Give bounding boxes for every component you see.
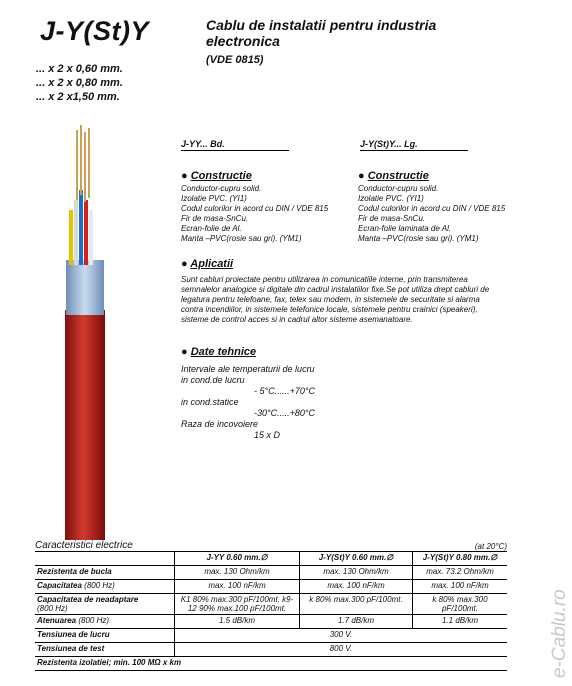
construction-item: Conductor-cupru solid. [358, 184, 439, 193]
size-item: ... x 2 x 0,60 mm. [36, 63, 123, 75]
construction-item: Codul culorilor in acord cu DIN / VDE 815 [181, 204, 329, 213]
applications-text: Sunt cabluri proiectate pentru utilizarea in comunicatiile interne, prin transmiterea semnalelor analogice si digitale din cadrul instalatiilor fixe.Se pot utiliza drept cabluri de legatura pentru telefoane, fax, telex sau modem, in sistemele de securitate si alarma contra incendiilor, in sistemele telefonice locale, sistemele pentru crainici (speakeri), sisteme de control acces si in cadrul altor sisteme asemanatoare. [181, 275, 490, 324]
construction-left-list [181, 184, 328, 244]
page-title: J-Y(St)Y [40, 16, 150, 46]
table-header-row: J-YY 0.60 mm.∅ J-Y(St)Y 0.60 mm.∅ J-Y(St)Y 0.80 mm.∅ [35, 552, 507, 566]
table-row: Tensiunea de lucru 300 V. [35, 629, 507, 643]
table-row: Tensiunea de test 800 V. [35, 643, 507, 657]
construction-item: Codul culorilor in acord cu DIN / VDE 815 [358, 204, 506, 213]
construction-heading: ● Constructie [181, 170, 252, 182]
construction-item: Ecran-folie de Al. [181, 224, 242, 233]
table-row: Capacitatea de neadaptare (800 Hz) K1 80% max.300 pF/100mt. k9-12 90% max.100 pF/100mt. k 80% max.300 pF/100mt. k 80% max.300 pF/100mt. [35, 594, 507, 615]
applications-heading: ● Aplicatii [181, 258, 234, 270]
svg-text:e-Cablu.ro: e-Cablu.ro [549, 589, 570, 678]
construction-right-list [358, 184, 505, 244]
construction-item: Ecran-folie laminata de Al. [358, 224, 452, 233]
construction-item: Izolatie PVC. (YI1) [181, 194, 247, 203]
table-row: Rezistenta de bucla max. 130 Ohm/km max. 130 Ohm/km max. 73.2 Ohm/km [35, 566, 507, 580]
construction-heading-right: ● Constructie [358, 170, 429, 182]
construction-item: Fir de masa-SnCu. [358, 214, 426, 223]
size-item: ... x 2 x1,50 mm. [36, 91, 120, 103]
standard-label: (VDE 0815) [206, 54, 264, 66]
table-row: Capacitatea (800 Hz) max. 100 nF/km max. 100 nF/km max. 100 nF/km [35, 580, 507, 594]
construction-item: Manta –PVC(rosie sau gri). (YM1) [358, 234, 479, 243]
electrical-table [35, 552, 507, 671]
table-title: Caracteristici electrice [35, 540, 133, 551]
technical-heading: ● Date tehnice [181, 346, 257, 358]
column-header-right: J-Y(St)Y... Lg. [360, 139, 468, 151]
table-row: Atenuarea (800 Hz) 1.5 dB/km 1.7 dB/km 1.1 dB/km [35, 615, 507, 629]
column-header-left: J-YY... Bd. [181, 139, 289, 151]
table-temp-note: (at 20°C) [474, 542, 507, 551]
construction-item: Conductor-cupru solid. [181, 184, 262, 193]
size-list [36, 62, 123, 104]
construction-item: Fir de masa-SnCu. [181, 214, 249, 223]
table-title-bar [35, 540, 507, 552]
construction-item: Manta –PVC(rosie sau gri). (YM1) [181, 234, 302, 243]
product-subtitle: Cablu de instalatii pentru industria electronica [206, 17, 437, 49]
cable-image [55, 120, 115, 540]
technical-data: Intervale ale temperaturii de lucru in cond.de lucru - 5°C......+70°C in cond.statice -30°C.....+80°C Raza de incovoiere 15 x D [181, 364, 315, 440]
watermark-logo [546, 540, 570, 680]
construction-item: Izolatie PVC. (YI1) [358, 194, 424, 203]
size-item: ... x 2 x 0,80 mm. [36, 77, 123, 89]
table-row: Rezistenta izolatiei; min. 100 MΩ x km [35, 657, 507, 671]
